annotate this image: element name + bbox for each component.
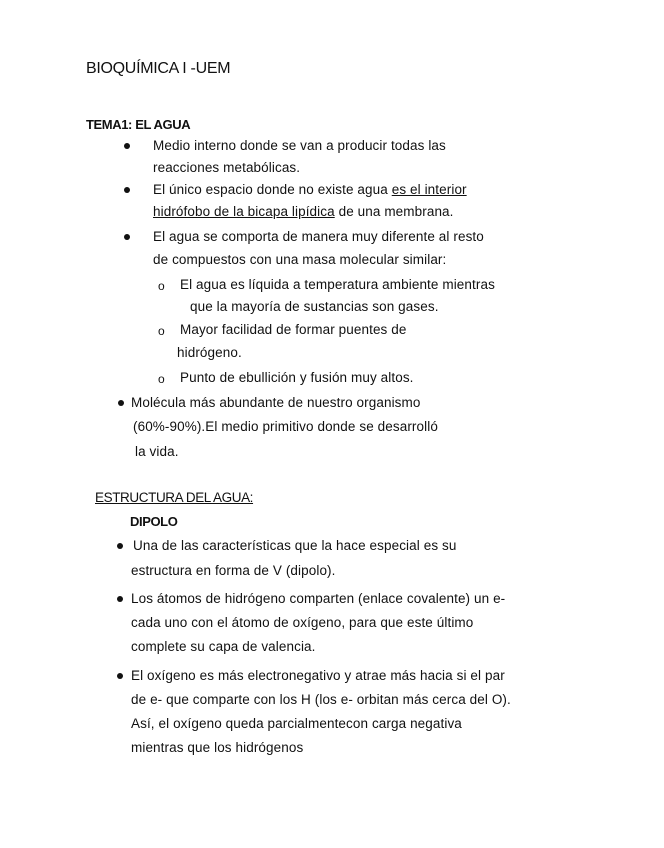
bullet-icon bbox=[124, 234, 130, 240]
bullet-icon bbox=[117, 673, 123, 679]
text-line: que la mayoría de sustancias son gases. bbox=[190, 299, 439, 314]
text-line: reacciones metabólicas. bbox=[153, 160, 301, 175]
text-line: la vida. bbox=[135, 444, 179, 459]
text-line: El agua se comporta de manera muy diferente al resto bbox=[153, 229, 484, 244]
bullet-icon bbox=[117, 596, 123, 602]
text-line bbox=[153, 182, 467, 197]
text-line: estructura en forma de V (dipolo). bbox=[131, 563, 336, 578]
text-line bbox=[153, 204, 454, 219]
text-line: hidrógeno. bbox=[177, 345, 242, 360]
text-line: El agua es líquida a temperatura ambiente mientras bbox=[180, 277, 495, 292]
underlined-text: hidrófobo de la bicapa lipídica bbox=[153, 204, 335, 219]
bullet-icon bbox=[118, 400, 124, 406]
section-heading-tema1: TEMA1: EL AGUA bbox=[86, 117, 191, 132]
text-line: Molécula más abundante de nuestro organismo bbox=[131, 395, 421, 410]
text-segment: El único espacio donde no existe agua bbox=[153, 182, 392, 197]
bullet-icon bbox=[124, 187, 130, 193]
subheading-dipolo: DIPOLO bbox=[130, 514, 178, 529]
text-line: Los átomos de hidrógeno comparten (enlace covalente) un e- bbox=[131, 591, 506, 606]
text-line: Mayor facilidad de formar puentes de bbox=[180, 322, 407, 337]
document-title: BIOQUÍMICA I -UEM bbox=[86, 60, 231, 77]
text-line: Medio interno donde se van a producir todas las bbox=[153, 138, 446, 153]
bullet-icon bbox=[124, 143, 130, 149]
text-line: complete su capa de valencia. bbox=[131, 639, 316, 654]
text-line: de compuestos con una masa molecular similar: bbox=[153, 252, 447, 267]
sub-bullet-icon: o bbox=[158, 372, 165, 386]
text-line: Así, el oxígeno queda parcialmentecon carga negativa bbox=[131, 716, 462, 731]
sub-bullet-icon: o bbox=[158, 324, 165, 338]
text-line: Una de las características que la hace especial es su bbox=[133, 538, 457, 553]
text-line: Punto de ebullición y fusión muy altos. bbox=[180, 370, 414, 385]
bullet-icon bbox=[117, 543, 123, 549]
underlined-text: es el interior bbox=[391, 182, 467, 197]
section-heading-estructura: ESTRUCTURA DEL AGUA: bbox=[95, 490, 254, 505]
sub-bullet-icon: o bbox=[158, 279, 165, 293]
text-segment: de una membrana. bbox=[334, 204, 454, 219]
text-line: El oxígeno es más electronegativo y atrae más hacia si el par bbox=[131, 668, 505, 683]
text-line: cada uno con el átomo de oxígeno, para que este último bbox=[131, 615, 474, 630]
text-line: de e- que comparte con los H (los e- orbitan más cerca del O). bbox=[131, 692, 511, 707]
text-line: mientras que los hidrógenos bbox=[131, 740, 304, 755]
text-line: (60%-90%).El medio primitivo donde se desarrolló bbox=[133, 419, 438, 434]
